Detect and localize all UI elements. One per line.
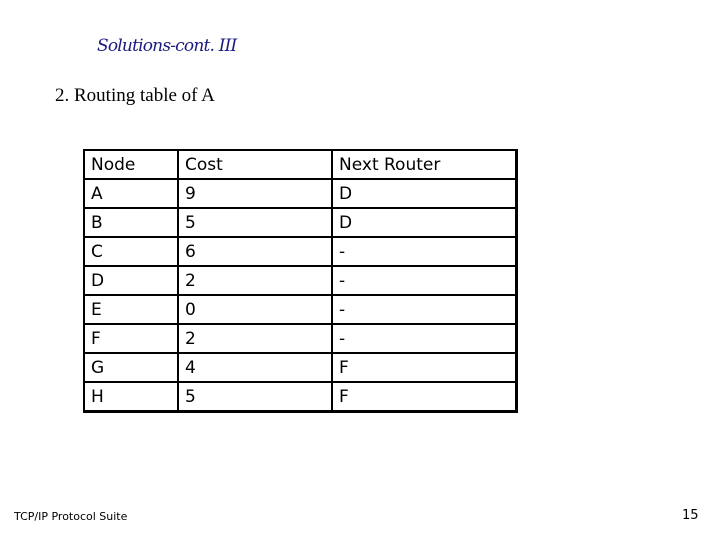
page-number: 15 (682, 508, 699, 523)
header-cost: Cost (178, 150, 332, 179)
table-row (84, 324, 517, 353)
cell-node: A (84, 179, 178, 208)
table-row (84, 295, 517, 324)
cell-node: E (84, 295, 178, 324)
cell-cost: 9 (178, 179, 332, 208)
cell-node: H (84, 382, 178, 412)
table-header-row (84, 150, 517, 179)
routing-table (83, 149, 518, 413)
cell-node: F (84, 324, 178, 353)
cell-cost: 4 (178, 353, 332, 382)
table-row (84, 237, 517, 266)
cell-next-router: F (332, 353, 517, 382)
cell-node: C (84, 237, 178, 266)
slide-title: Solutions-cont. III (97, 36, 237, 56)
cell-node: D (84, 266, 178, 295)
cell-cost: 2 (178, 324, 332, 353)
cell-next-router: - (332, 237, 517, 266)
table-row (84, 266, 517, 295)
cell-next-router: D (332, 208, 517, 237)
cell-cost: 5 (178, 208, 332, 237)
cell-next-router: - (332, 266, 517, 295)
slide-subtitle: 2. Routing table of A (55, 85, 215, 106)
header-node: Node (84, 150, 178, 179)
cell-cost: 6 (178, 237, 332, 266)
footer-course-title: TCP/IP Protocol Suite (14, 510, 128, 523)
cell-cost: 2 (178, 266, 332, 295)
table-row (84, 179, 517, 208)
cell-next-router: D (332, 179, 517, 208)
cell-cost: 0 (178, 295, 332, 324)
header-next-router: Next Router (332, 150, 517, 179)
cell-next-router: F (332, 382, 517, 412)
table-row (84, 382, 517, 412)
cell-cost: 5 (178, 382, 332, 412)
cell-node: G (84, 353, 178, 382)
cell-next-router: - (332, 295, 517, 324)
cell-node: B (84, 208, 178, 237)
table-row (84, 353, 517, 382)
table-row (84, 208, 517, 237)
cell-next-router: - (332, 324, 517, 353)
